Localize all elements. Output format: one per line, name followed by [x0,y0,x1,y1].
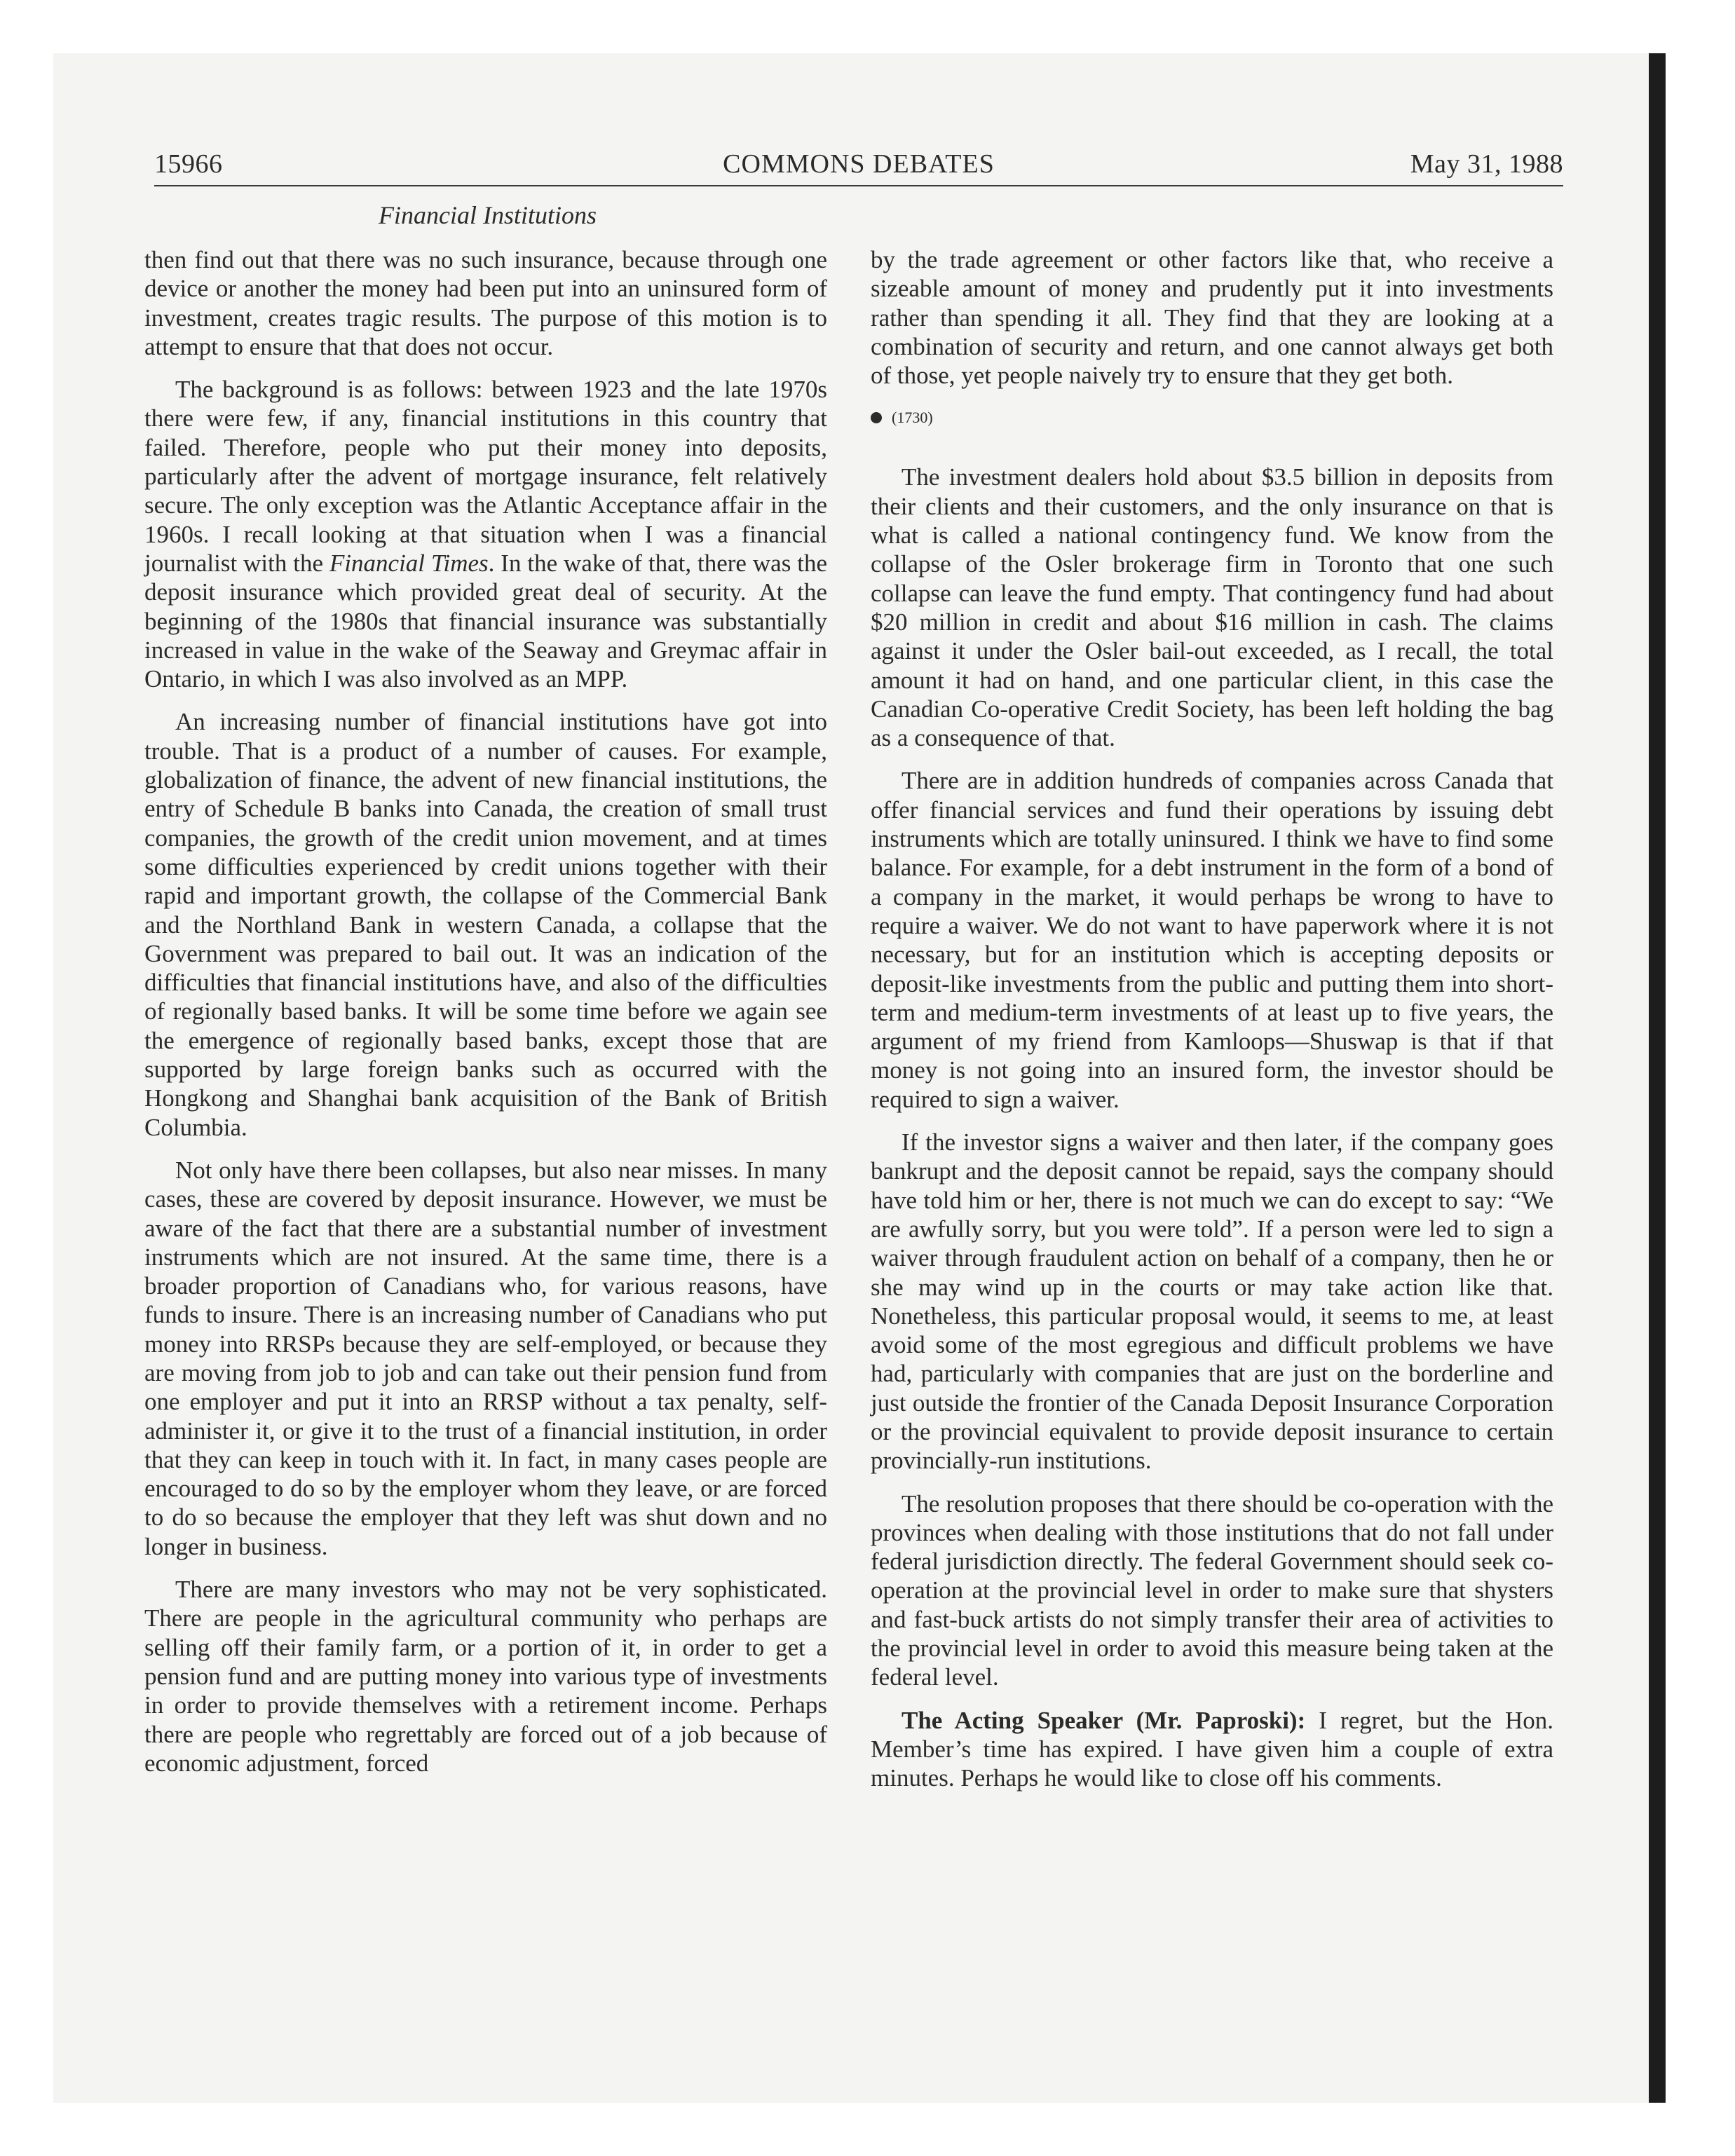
left-column [144,245,827,1792]
time-marker [871,404,1553,432]
paragraph: The resolution proposes that there should be co-operation with the provinces when dealing with those institutions that do not fall under federal jurisdiction directly. The federal Government should seek co-operation at the provincial level in order to make sure that shysters and fast-buck artists do not simply transfer their area of activities to the provincial level in order to avoid this measure being taken at the federal level. [871,1489,1553,1691]
paragraph: There are in addition hundreds of companies across Canada that offer financial services and fund their operations by issuing debt instruments which are totally uninsured. I think we have to find some balance. For example, for a debt instrument in the form of a bond of a company in the market, it would perhaps be wrong to have to require a waiver. We do not want to have paperwork where it is not necessary, but for an institution which is accepting deposits or deposit-like investments from the public and putting them into short-term and medium-term investments of at least up to five years, the argument of my friend from Kamloops—Shuswap is that if that money is not going into an insured form, the investor should be required to sign a waiver. [871,767,1553,1113]
paragraph: by the trade agreement or other factors like that, who receive a sizeable amount of money and prudently put it into investments rather than spending it all. They find that they are looking at a combination of security and return, and one cannot always get both of those, yet people naively try to ensure that they get both. [871,246,1553,390]
paragraph: There are many investors who may not be very sophisticated. There are people in the agricultural community who perhaps are selling off their family farm, or a portion of it, in order to get a pension fund and are putting money into various type of investments in order to provide themselves with a retirement income. Perhaps there are people who regrettably are forced out of a job because of economic adjustment, forced [144,1576,827,1777]
header-rule [154,185,1563,186]
speaker-name: The Acting Speaker (Mr. Paproski): [901,1706,1306,1734]
paragraph-text: . In the wake of that, there was the deposit insurance which provided great deal of security. At the beginning of the 1980s that financial insurance was substantially increased in value in the wake of the Seaway and Greymac affair in Ontario, in which I was also involved as an MPP. [144,549,827,693]
paragraph [871,1706,1553,1793]
publication-date: May 31, 1988 [1410,149,1563,179]
scan-edge-shadow [1649,53,1666,2103]
paragraph: If the investor signs a waiver and then later, if the company goes bankrupt and the deposit cannot be repaid, says the company should have told him or her, there is not much we can do except to say: “We are awfully sorry, but you were told”. If a person were led to sign a waiver through fraudulent action on behalf of a company, then he or she may wind up in the courts or may take action like that. Nonetheless, this particular proposal would, it seems to me, at least avoid some of the most egregious and difficult problems we have had, particularly with companies that are just on the borderline and just outside the frontier of the Canada Deposit Insurance Corporation or the provincial equivalent to provide deposit insurance to certain provincially-run institutions. [871,1128,1553,1475]
paragraph: then find out that there was no such insurance, because through one device or another the money had been put into an uninsured form of investment, creates tragic results. The purpose of this motion is to attempt to ensure that that does not occur. [144,246,827,360]
publication-title: COMMONS DEBATES [723,149,995,179]
paragraph-text: The background is as follows: between 1923 and the late 1970s there were few, if any, financial institutions in this country that failed. Therefore, people who put their money into deposits, particularly after the advent of mortgage insurance, felt relatively secure. The only exception was the Atlantic Acceptance affair in the 1960s. I recall looking at that situation when I was a financial journalist with the [144,376,827,577]
paragraph-text: I regret, but the Hon. Member’s time has expired. I have given him a couple of extra minutes. Perhaps he would like to close off his comments. [871,1706,1553,1792]
page-number: 15966 [154,149,223,179]
italic-publication-name: Financial Times [329,549,489,577]
running-header [154,149,1563,185]
paragraph: An increasing number of financial institutions have got into trouble. That is a product of a number of causes. For example, globalization of finance, the advent of new financial institutions, the entry of Schedule B banks into Canada, the creation of small trust companies, the growth of the credit union movement, and at times some difficulties experienced by credit unions together with their rapid and important growth, the collapse of the Commercial Bank and the Northland Bank in western Canada, a collapse that the Government was prepared to bail out. It was an indication of the difficulties that financial institutions have, and also of the difficulties of regionally based banks. It will be some time before we again see the emergence of regionally based banks, except those that are supported by large foreign banks such as occurred with the Hongkong and Shanghai bank acquisition of the Bank of British Columbia. [144,708,827,1141]
paragraph: Not only have there been collapses, but also near misses. In many cases, these are covered by deposit insurance. However, we must be aware of the fact that there are a substantial number of investment instruments which are not insured. At the same time, there is a broader proportion of Canadians who, for various reasons, have funds to insure. There is an increasing number of Canadians who put money into RRSPs because they are self-employed, or because they are moving from job to job and can take out their pension fund from one employer and put it into an RRSP without a tax penalty, self-administer it, or give it to the trust of a financial institution, in order that they can keep in touch with it. In fact, in many cases people are encouraged to do so by the employer whom they leave, or are forced to do so because the employer that they left was shut down and no longer in business. [144,1156,827,1560]
section-title: Financial Institutions [379,201,597,229]
right-column [871,245,1553,1807]
time-marker-text: (1730) [892,409,933,427]
paragraph: The investment dealers hold about $3.5 billion in deposits from their clients and their customers, and the only insurance on that is what is called a national contingency fund. We know from the collapse of the Osler brokerage firm in Toronto that one such collapse can leave the fund empty. That contingency fund had about $20 million in credit and about $16 million in cash. The claims against it under the Osler bail-out exceeded, as I recall, the total amount it had on hand, and one particular client, in this case the Canadian Co-operative Credit Society, has been left holding the bag as a consequence of that. [871,463,1553,752]
bullet-dot-icon [871,412,882,423]
paragraph [144,375,827,693]
